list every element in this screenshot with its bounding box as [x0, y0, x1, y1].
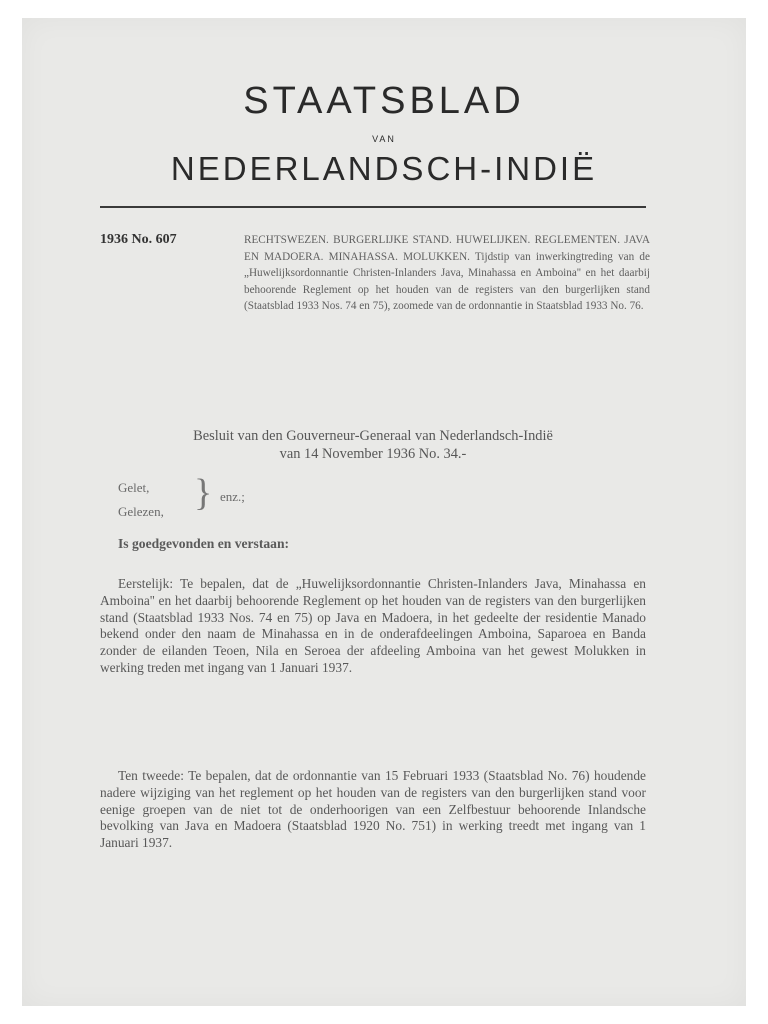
curly-brace: } — [194, 472, 213, 514]
gazette-subtitle: NEDERLANDSCH-INDIË — [170, 150, 598, 187]
decree-heading — [100, 427, 646, 463]
document-page — [22, 18, 746, 1006]
gazette-title-connector: VAN — [372, 134, 396, 144]
paragraph-second: Ten tweede: Te bepalen, dat de ordonnantie van 15 Februari 1933 (Staatsblad No. 76) houdende nadere wijziging van het reglement op het houden van de registers van den burgerlijken stand voor eenige groepen van de niet tot de onderhoorigen van een Zelfbestuur behoorende Inlandsche bevolking van Java en Madoera (Staatsblad 1920 No. 751) in werking treedt met ingang van 1 Januari 1937. — [100, 768, 646, 851]
subject-summary: RECHTSWEZEN. BURGERLIJKE STAND. HUWELIJKEN. REGLEMENTEN. JAVA EN MADOERA. MINAHASSA. MOLUKKEN. Tijdstip van inwerkingtreding van de „Huwelijksordonnantie Christen-Inlanders Java, Minahassa en Amboina'' en het daarbij behoorende Reglement op het houden van de registers van den burgerlijken stand (Staatsblad 1933 Nos. 74 en 75), zoomede van de ordonnantie in Staatsblad 1933 No. 76. — [244, 234, 650, 313]
enz-label: enz.; — [220, 489, 245, 504]
gelezen-label: Gelezen, — [118, 504, 164, 519]
decree-heading-line-1: Besluit van den Gouverneur-Generaal van Nederlandsch-Indië — [193, 428, 553, 444]
gazette-number: 1936 No. 607 — [100, 232, 177, 247]
gazette-title: STAATSBLAD — [243, 80, 525, 122]
header-rule — [100, 206, 646, 208]
resolution-statement: Is goedgevonden en verstaan: — [118, 536, 290, 551]
gelet-label: Gelet, — [118, 480, 150, 495]
consideration-block — [118, 476, 164, 524]
paragraph-first: Eerstelijk: Te bepalen, dat de „Huwelijksordonnantie Christen-Inlanders Java, Minahassa en Amboina'' en het daarbij behoorende Reglement op het houden van de registers van den burgerlijken stand (Staatsblad 1933 Nos. 74 en 75) op Java en Madoera, in het gedeelte der residentie Manado bekend onder den naam de Minahassa en in de onderafdeelingen Amboina, Saparoea en Banda zonder de eilanden Teoen, Nila en Seroea der afdeeling Amboina van het gewest Molukken in werking treden met ingang van 1 Januari 1937. — [100, 576, 646, 675]
decree-heading-line-2: van 14 November 1936 No. 34.- — [279, 446, 467, 462]
